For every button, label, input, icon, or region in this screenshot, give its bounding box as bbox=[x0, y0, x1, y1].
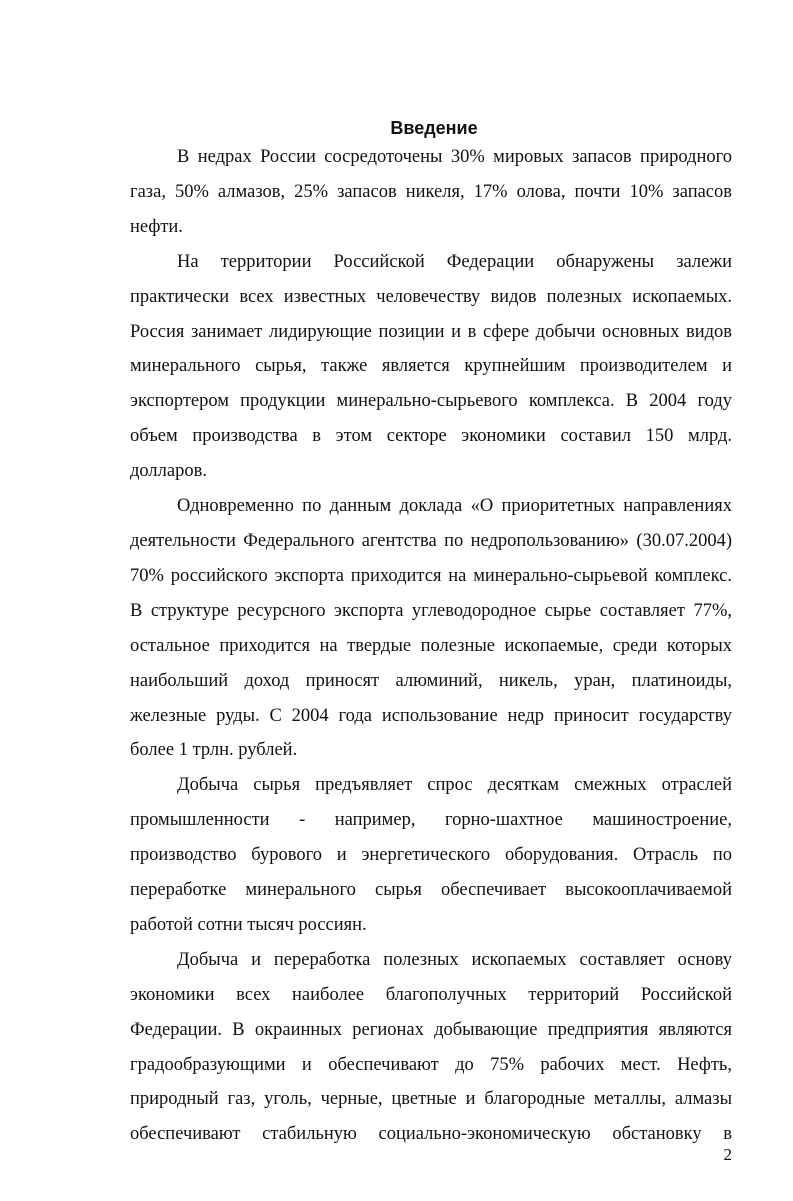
body-text bbox=[130, 140, 732, 1152]
section-heading: Введение bbox=[390, 118, 478, 138]
page-number: 2 bbox=[723, 1145, 732, 1164]
paragraph-5: Добыча и переработка полезных ископаемых составляет основу экономики всех наиболее благополучных территорий Российской Федерации. В окраинных регионах добывающие предприятия являются градообразующими и обеспечивают до 75% рабочих мест. Нефть, природный газ, уголь, черные, цветные и благородные металлы, алмазы обеспечивают стабильную социально-экономическую обстановку в bbox=[130, 949, 732, 1145]
paragraph-4: Добыча сырья предъявляет спрос десяткам смежных отраслей промышленности - например, горно-шахтное машиностроение, производство бурового и энергетического оборудования. Отрасль по переработке минерального сырья обеспечивает высокооплачиваемой работой сотни тысяч россиян. bbox=[130, 775, 732, 935]
paragraph-3: Одновременно по данным доклада «О приоритетных направлениях деятельности Федерального агентства по недропользованию» (30.07.2004) 70% российского экспорта приходится на минерально-сырьевой комплекс. В структуре ресурсного экспорта углеводородное сырье составляет 77%, остальное приходится на твердые полезные ископаемые, среди которых наибольший доход приносят алюминий, никель, уран, платиноиды, железные руды. С 2004 года использование недр приносит государству более 1 трлн. рублей. bbox=[130, 496, 732, 761]
paragraph-1: В недрах России сосредоточены 30% мировых запасов природного газа, 50% алмазов, 25% запасов никеля, 17% олова, почти 10% запасов нефти. bbox=[130, 147, 732, 237]
paragraph-2: На территории Российской Федерации обнаружены залежи практически всех известных человечеству видов полезных ископаемых. Россия занимает лидирующие позиции и в сфере добычи основных видов минерального сырья, также является крупнейшим производителем и экспортером продукции минерально-сырьевого комплекса. В 2004 году объем производства в этом секторе экономики составил 150 млрд. долларов. bbox=[130, 251, 732, 482]
